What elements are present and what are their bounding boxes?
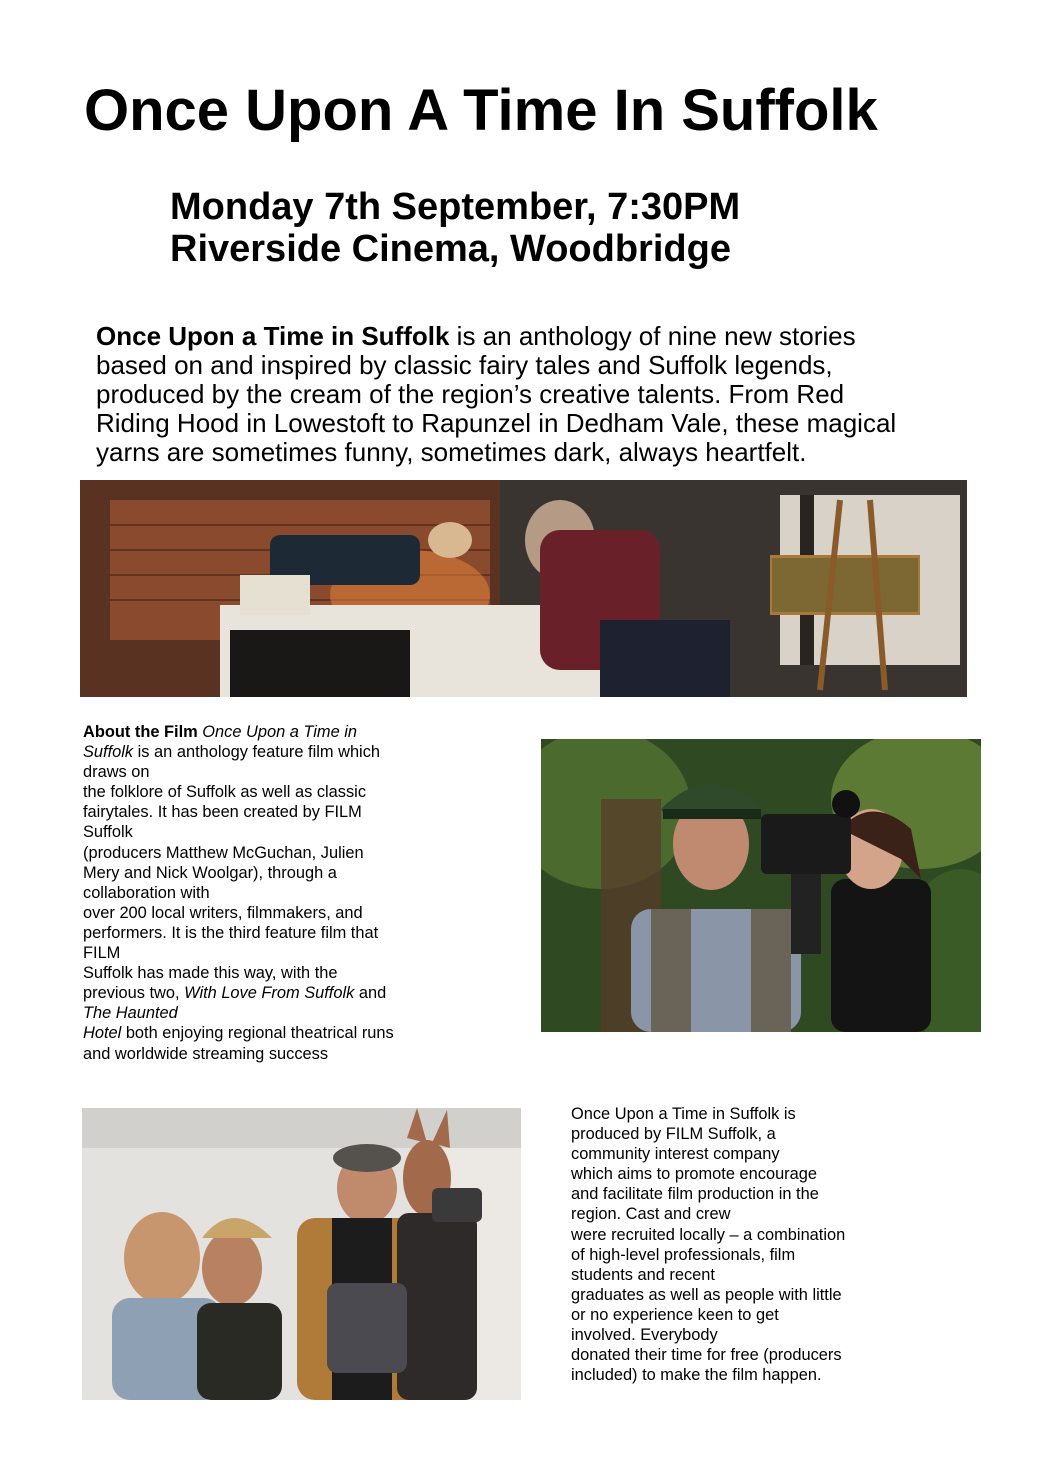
production-info-section xyxy=(571,1104,1001,1385)
production-info-line: graduates as well as people with little xyxy=(571,1285,842,1304)
production-info-line: and facilitate film production in the xyxy=(571,1185,819,1204)
about-text-line: Suffolk xyxy=(83,743,134,762)
about-text-line: Mery and Nick Woolgar), through a xyxy=(83,863,337,882)
about-text-line: FILM xyxy=(83,944,121,963)
costumed-cast-photo xyxy=(82,1108,521,1400)
production-info-line: donated their time for free (producers xyxy=(571,1346,842,1365)
about-text-line: Suffolk xyxy=(83,823,133,842)
production-info-line: of high-level professionals, film xyxy=(571,1245,796,1264)
about-text-line: fairytales. It has been created by FILM xyxy=(83,803,362,822)
about-text-line: performers. It is the third feature film that xyxy=(83,923,379,942)
about-text-line: (producers Matthew McGuchan, Julien xyxy=(83,843,364,862)
about-text-line: the folklore of Suffolk as well as classic xyxy=(83,783,367,802)
about-text-line: previous two, xyxy=(83,984,185,1003)
about-text-line: over 200 local writers, filmmakers, and xyxy=(83,903,363,922)
intro-line-1: is an anthology of nine new stories xyxy=(449,321,856,351)
production-info-line: students and recent xyxy=(571,1265,715,1284)
about-film-title: Once Upon a Time in xyxy=(202,723,358,741)
production-info-line: included) to make the film happen. xyxy=(571,1366,822,1385)
about-heading: About the Film xyxy=(83,723,198,741)
about-the-film-section xyxy=(83,722,503,1064)
production-info-line: produced by FILM Suffolk, a xyxy=(571,1125,776,1144)
production-info-line: region. Cast and crew xyxy=(571,1205,731,1224)
event-date-time: Monday 7th September, 7:30PM xyxy=(170,186,741,228)
camera-operator-photo xyxy=(541,739,981,1032)
tavern-scene-photo xyxy=(80,480,967,697)
previous-film-title: Hotel xyxy=(83,1024,122,1043)
about-text-line: and xyxy=(354,984,387,1003)
intro-line-3: produced by the cream of the region’s creative talents. From Red xyxy=(96,379,845,409)
about-text-line: collaboration with xyxy=(83,883,210,902)
intro-film-title: Once Upon a Time in Suffolk xyxy=(96,321,450,351)
production-info-line: community interest company xyxy=(571,1145,780,1164)
about-text-line: draws on xyxy=(83,763,150,782)
production-info-line: were recruited locally – a combination xyxy=(571,1225,846,1244)
production-info-line: Once Upon a Time in Suffolk is xyxy=(571,1105,796,1123)
production-info-line: involved. Everybody xyxy=(571,1326,718,1345)
production-info-line: or no experience keen to get xyxy=(571,1305,779,1324)
intro-line-2: based on and inspired by classic fairy tales and Suffolk legends, xyxy=(96,350,833,380)
about-text-line: Suffolk has made this way, with the xyxy=(83,964,338,983)
previous-film-title: The Haunted xyxy=(83,1004,178,1023)
intro-line-4: Riding Hood in Lowestoft to Rapunzel in Dedham Vale, these magical xyxy=(96,408,897,438)
poster-title: Once Upon A Time In Suffolk xyxy=(84,78,878,143)
production-info-line: which aims to promote encourage xyxy=(571,1165,817,1184)
intro-paragraph xyxy=(96,322,986,467)
event-venue: Riverside Cinema, Woodbridge xyxy=(170,228,731,270)
about-text-line: and worldwide streaming success xyxy=(83,1044,329,1063)
about-text-line: both enjoying regional theatrical runs xyxy=(121,1024,394,1043)
about-text-line: is an anthology feature film which xyxy=(133,743,381,762)
previous-film-title: With Love From Suffolk xyxy=(184,984,355,1003)
intro-line-5: yarns are sometimes funny, sometimes dark, always heartfelt. xyxy=(96,437,807,467)
